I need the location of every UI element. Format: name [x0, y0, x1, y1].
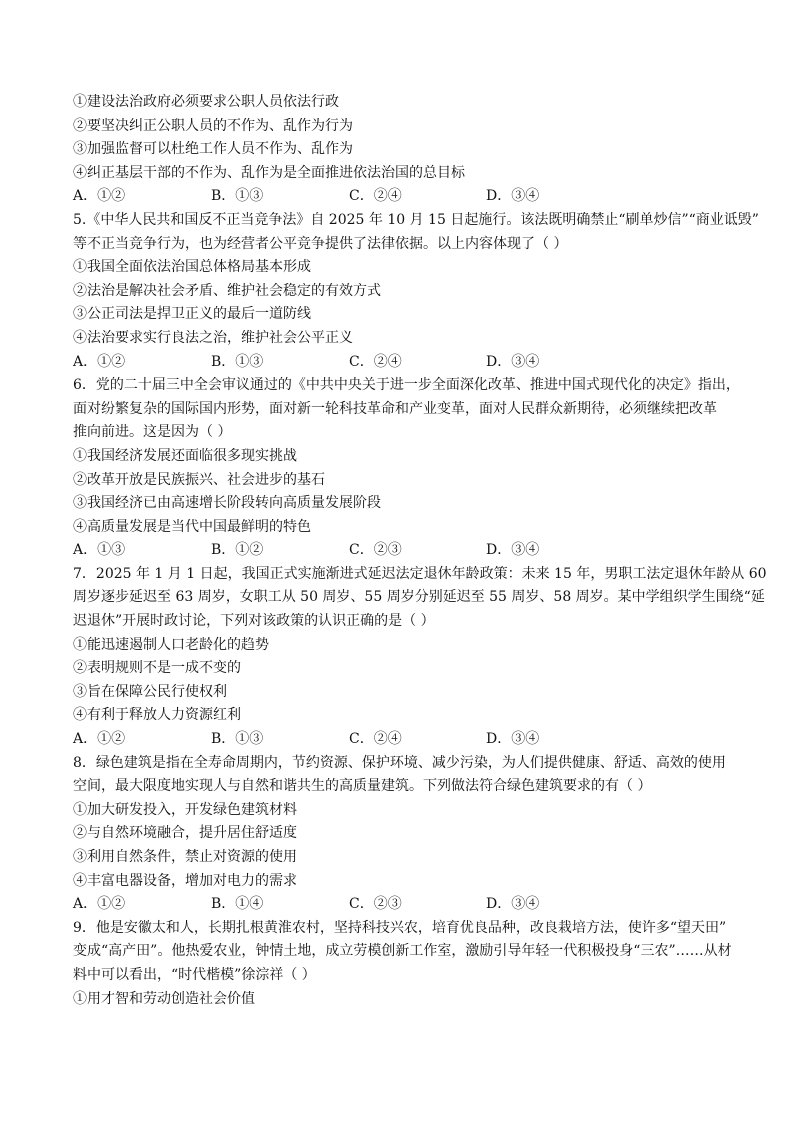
- q8-stem-line-1: 8．绿色建筑是指在全寿命周期内，节约资源、保护环境、减少污染，为人们提供健康、舒适、高效的使用: [73, 754, 726, 771]
- q7-option-a: A．①②: [73, 731, 126, 748]
- q8-option-d: D．③④: [486, 896, 540, 913]
- q8-item-2: ②与自然环境融合，提升居住舒适度: [73, 825, 297, 842]
- q8-item-1: ①加大研发投入，开发绿色建筑材料: [73, 801, 297, 818]
- q8-stem-line-2: 空间，最大限度地实现人与自然和谐共生的高质量建筑。下列做法符合绿色建筑要求的有（ ）: [73, 778, 652, 795]
- q7-item-1: ①能迅速遏制人口老龄化的趋势: [73, 636, 269, 653]
- q5-stem-line-1: 5.《中华人民共和国反不正当竞争法》自 2025 年 10 月 15 日起施行。该法既明确禁止“刷单炒信”“商业诋毁”: [73, 211, 759, 228]
- q7-item-3: ③旨在保障公民行使权利: [73, 683, 227, 700]
- q4-item-3: ③加强监督可以杜绝工作人员不作为、乱作为: [73, 141, 353, 158]
- q4-option-b: B．①③: [211, 188, 264, 205]
- q5-stem-line-2: 等不正当竞争行为，也为经营者公平竞争提供了法律依据。以上内容体现了（ ）: [73, 235, 568, 252]
- q5-item-3: ③公正司法是捍卫正义的最后一道防线: [73, 306, 311, 323]
- q8-options: [73, 893, 733, 917]
- q6-stem-line-2: 面对纷繁复杂的国际国内形势，面对新一轮科技革命和产业变革，面对人民群众新期待，必须继续把改革: [73, 400, 717, 417]
- q5-item-2: ②法治是解决社会矛盾、维护社会稳定的有效方式: [73, 282, 381, 299]
- q6-options: [73, 539, 733, 563]
- question-8: [73, 752, 733, 917]
- q6-stem-line-3: 推向前进。这是因为（ ）: [73, 424, 232, 441]
- q7-stem-line-3: 迟退休”开展时政讨论，下列对该政策的认识正确的是（ ）: [73, 613, 435, 630]
- q5-item-1: ①我国全面依法治国总体格局基本形成: [73, 259, 311, 276]
- q7-option-c: C．②④: [349, 731, 402, 748]
- q4-option-a: A．①②: [73, 188, 126, 205]
- question-9: [73, 917, 733, 1011]
- q9-item-1: ①用才智和劳动创造社会价值: [73, 990, 255, 1007]
- question-6: [73, 374, 740, 563]
- q4-item-2: ②要坚决纠正公职人员的不作为、乱作为行为: [73, 117, 353, 134]
- q9-stem-line-2: 变成“高产田”。他热爱农业，钟情土地，成立劳模创新工作室，激励引导年轻一代积极投身“三农”……从材: [73, 943, 732, 960]
- q9-stem-line-3: 料中可以看出，“时代楷模”徐淙祥（ ）: [73, 966, 316, 983]
- q5-option-a: A．①②: [73, 353, 126, 370]
- q6-option-a: A．①③: [73, 542, 126, 559]
- q5-option-c: C．②④: [349, 353, 402, 370]
- q6-item-3: ③我国经济已由高速增长阶段转向高质量发展阶段: [73, 495, 381, 512]
- q7-stem-line-1: 7．2025 年 1 月 1 日起，我国正式实施渐进式延迟法定退休年龄政策：未来 15 年，男职工法定退休年龄从 60: [73, 565, 767, 582]
- q4-item-1: ①建设法治政府必须要求公职人员依法行政: [73, 94, 339, 110]
- q8-option-c: C．②③: [349, 896, 402, 913]
- q7-item-2: ②表明规则不是一成不变的: [73, 660, 241, 677]
- q6-option-d: D．③④: [486, 542, 540, 559]
- exam-page: [73, 91, 767, 1011]
- q6-option-c: C．②③: [349, 542, 402, 559]
- q5-option-d: D．③④: [486, 353, 540, 370]
- q8-option-a: A．①②: [73, 896, 126, 913]
- q7-option-d: D．③④: [486, 731, 540, 748]
- q6-stem-line-1: 6．党的二十届三中全会审议通过的《中共中央关于进一步全面深化改革、推进中国式现代化的决定》指出，: [73, 377, 740, 394]
- q7-item-4: ④有利于释放人力资源红利: [73, 707, 241, 724]
- q4-option-c: C．②④: [349, 188, 402, 205]
- q8-option-b: B．①④: [211, 896, 264, 913]
- q8-item-3: ③利用自然条件，禁止对资源的使用: [73, 849, 297, 865]
- q7-option-b: B．①③: [211, 731, 264, 748]
- q4-option-d: D．③④: [486, 188, 540, 205]
- q6-item-4: ④高质量发展是当代中国最鲜明的特色: [73, 518, 311, 535]
- question-7: [73, 563, 767, 752]
- q8-item-4: ④丰富电器设备，增加对电力的需求: [73, 872, 297, 889]
- q5-options: [73, 351, 733, 375]
- q7-options: [73, 728, 733, 752]
- question-5: [73, 209, 759, 374]
- q9-stem-line-1: 9．他是安徽太和人，长期扎根黄淮农村，坚持科技兴农，培育优良品种，改良栽培方法，使许多“望天田”: [73, 919, 727, 936]
- q6-option-b: B．①②: [211, 542, 264, 559]
- q4-options: [73, 185, 733, 209]
- q7-stem-line-2: 周岁逐步延迟至 63 周岁，女职工从 50 周岁、55 周岁分别延迟至 55 周岁、58 周岁。某中学组织学生围绕“延: [73, 589, 765, 606]
- q5-option-b: B．①③: [211, 353, 264, 370]
- question-4: [73, 91, 733, 209]
- q6-item-2: ②改革开放是民族振兴、社会进步的基石: [73, 471, 325, 488]
- q4-item-4: ④纠正基层干部的不作为、乱作为是全面推进依法治国的总目标: [73, 164, 465, 181]
- q5-item-4: ④法治要求实行良法之治，维护社会公平正义: [73, 329, 353, 346]
- q6-item-1: ①我国经济发展还面临很多现实挑战: [73, 447, 297, 464]
